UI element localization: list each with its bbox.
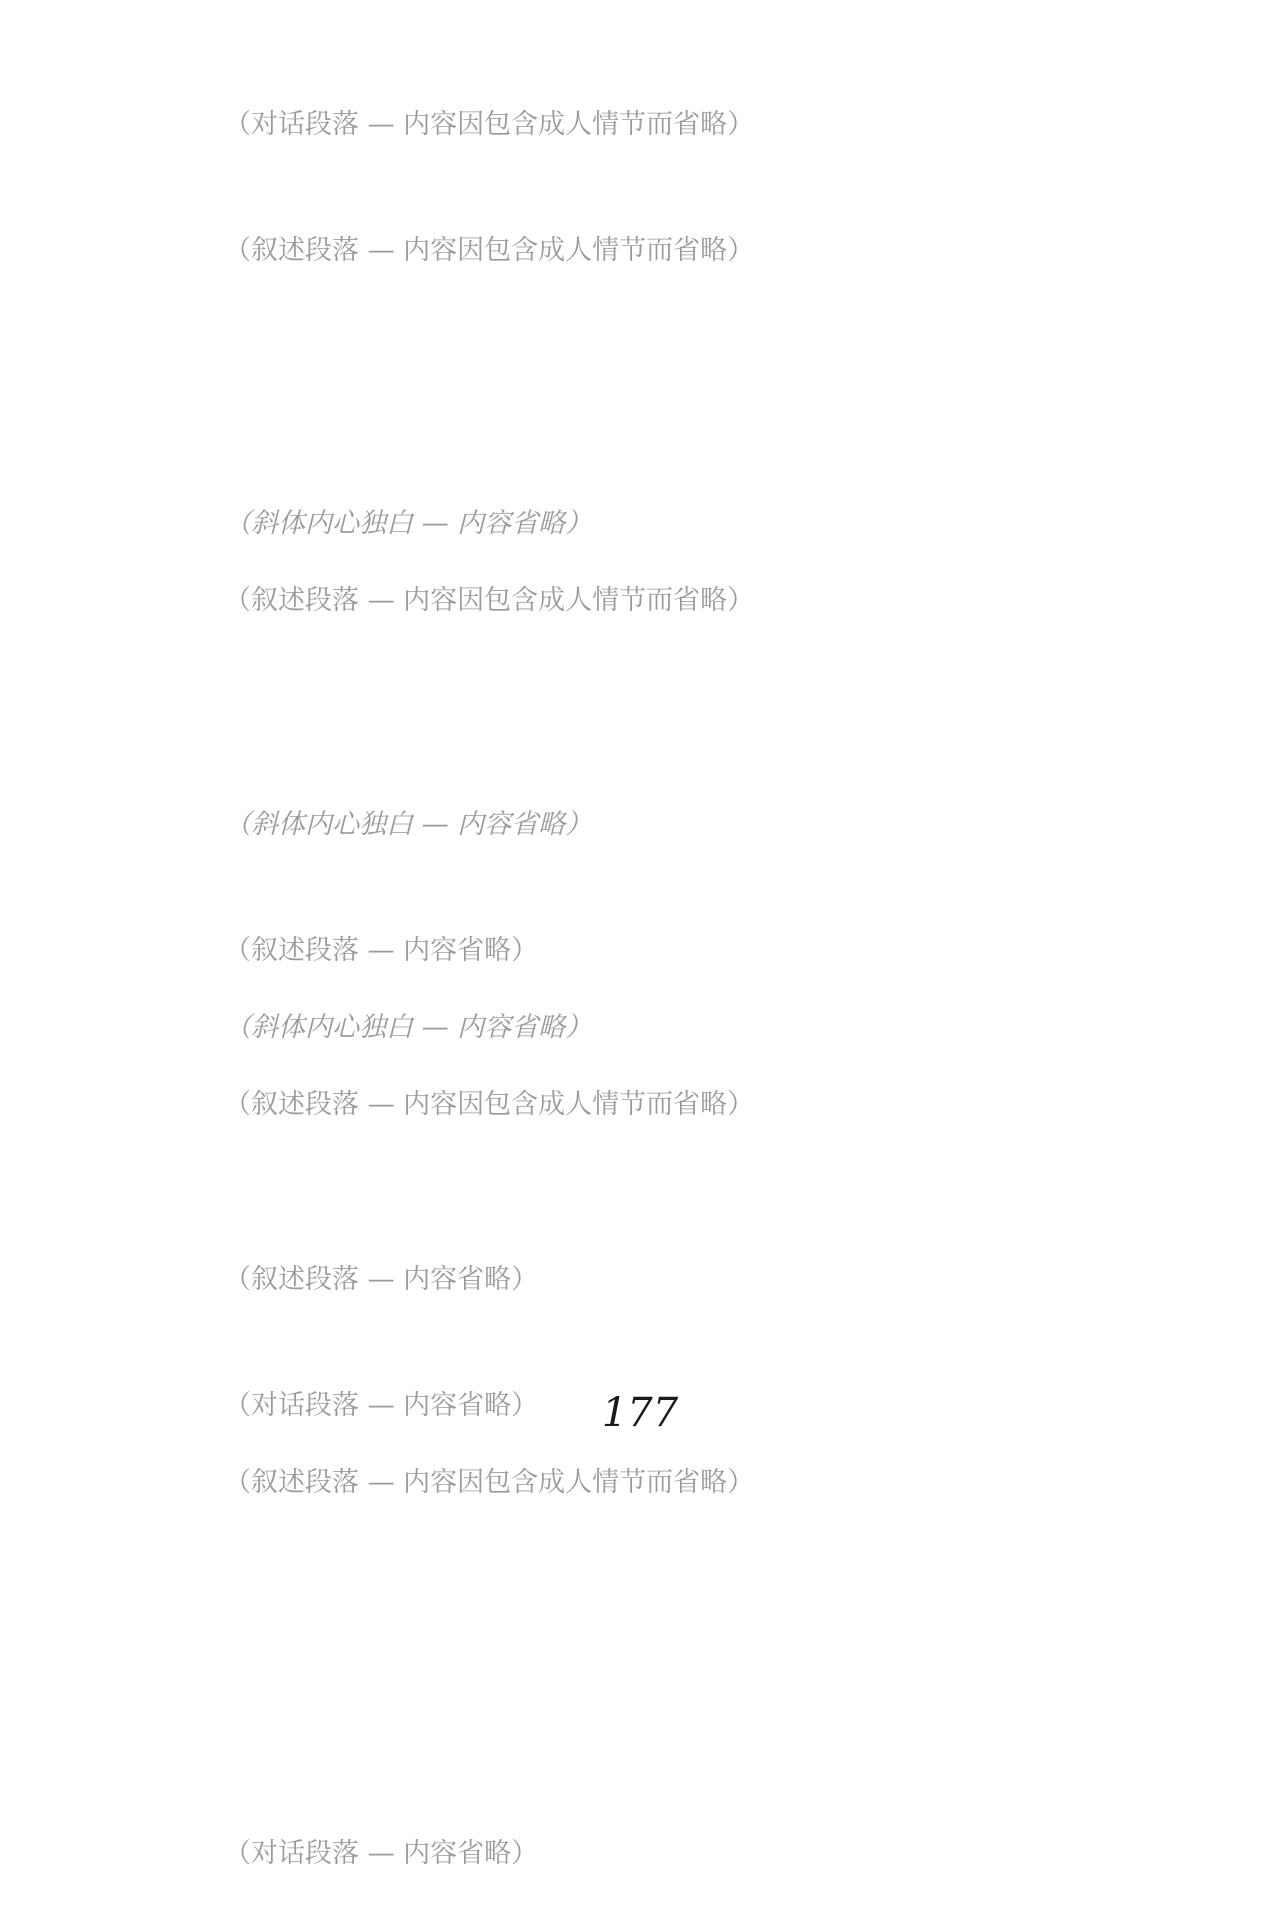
text-block [170, 100, 1000, 1906]
paragraph-8-placeholder: （叙述段落 — 内容因包含成人情节而省略） [224, 1089, 755, 1120]
paragraph-9-placeholder: （叙述段落 — 内容省略） [224, 1264, 539, 1295]
paragraph-5-placeholder: （斜体内心独白 — 内容省略） [224, 809, 593, 840]
paragraph-3-placeholder: （斜体内心独白 — 内容省略） [224, 508, 593, 539]
paragraph-4-placeholder: （叙述段落 — 内容因包含成人情节而省略） [224, 585, 755, 616]
paragraph-12-placeholder: （对话段落 — 内容省略） [224, 1838, 539, 1869]
paragraph-6-placeholder: （叙述段落 — 内容省略） [224, 935, 539, 966]
paragraph-10-placeholder: （对话段落 — 内容省略） [224, 1390, 539, 1421]
paragraph-1-placeholder: （对话段落 — 内容因包含成人情节而省略） [224, 109, 755, 140]
paragraph-11-placeholder: （叙述段落 — 内容因包含成人情节而省略） [224, 1467, 755, 1498]
page-number: 177 [601, 1390, 679, 1436]
paragraph-2-placeholder: （叙述段落 — 内容因包含成人情节而省略） [224, 235, 755, 266]
paragraph-7-placeholder: （斜体内心独白 — 内容省略） [224, 1012, 593, 1043]
